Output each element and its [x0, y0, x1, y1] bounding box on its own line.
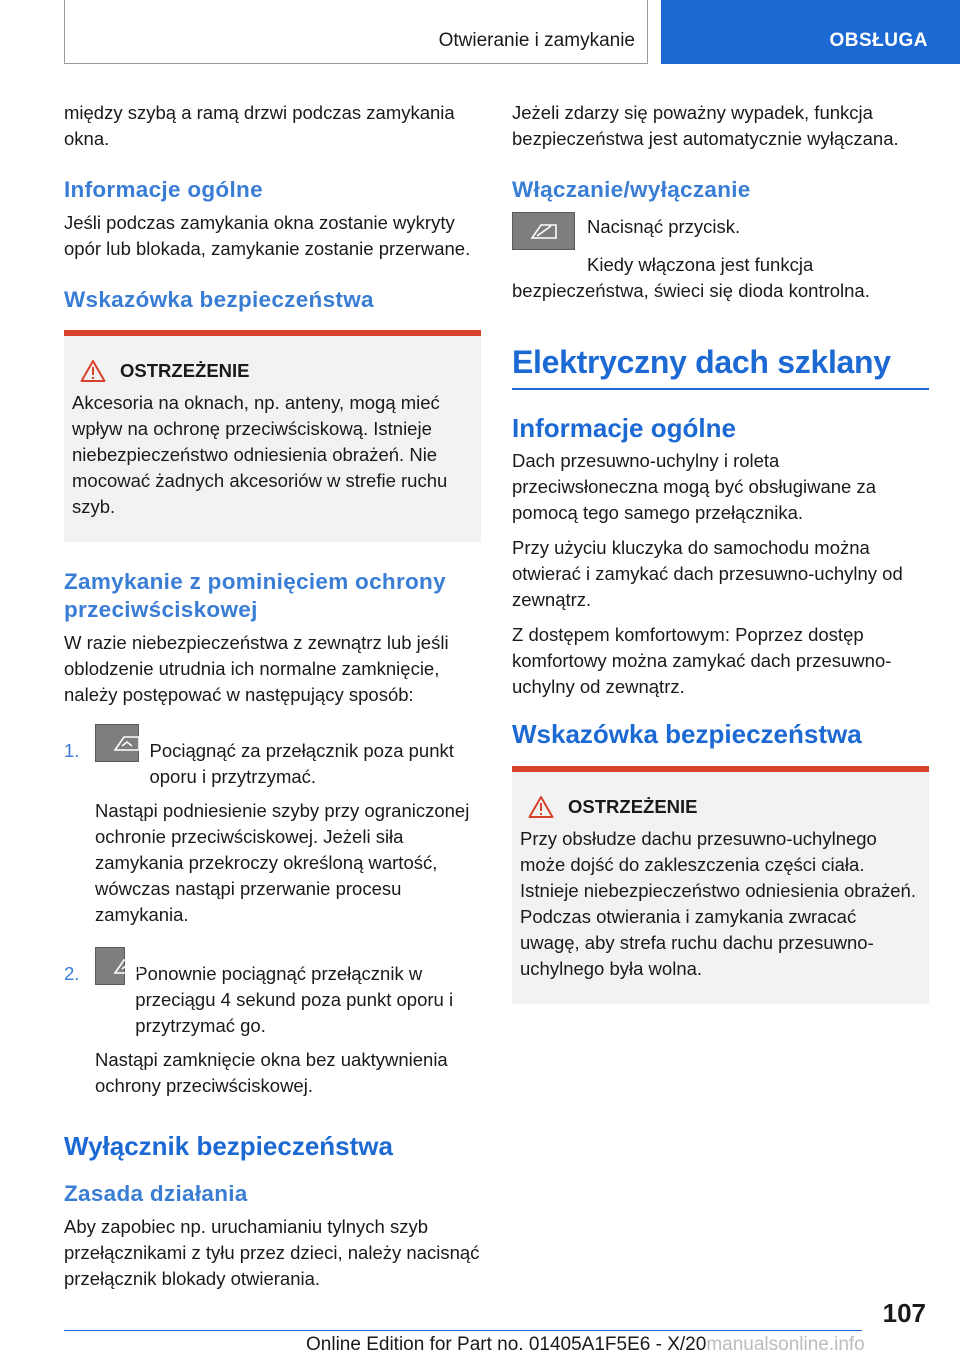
left-column — [64, 100, 481, 1301]
warning-header — [72, 358, 473, 384]
heading-close-bypass: Zamykanie z pominięciem ochrony przeciwściskowej — [64, 569, 446, 622]
heading-roof-general-info: Informacje ogólne — [512, 413, 736, 443]
heading-safety-note: Wskazówka bezpieczeństwa — [64, 287, 374, 312]
press-button-text: Nacisnąć przycisk. — [587, 216, 741, 237]
paragraph-general-info: Jeśli podczas zamykania okna zostanie wykryty opór lub blokada, zamykanie zostanie przerwane. — [64, 212, 471, 259]
window-switch-icon — [95, 947, 125, 985]
step-number: 2. — [64, 963, 80, 984]
step-1-result: Nastąpi podniesienie szyby przy ograniczonej ochronie przeciwściskowej. Jeżeli siła zamykania przekroczy określoną wartość, wówczas nastąpi przerwanie procesu zamykania. — [95, 800, 470, 925]
paragraph-continued: między szybą a ramą drzwi podczas zamykania okna. — [64, 102, 455, 149]
warning-title: OSTRZEŻENIE — [120, 360, 250, 381]
paragraph-roof-info-1: Dach przesuwno-uchylny i roleta przeciwsłoneczna mogą być obsługiwane za pomocą tego samego przełącznika. — [512, 450, 877, 523]
paragraph-roof-info-2: Przy użyciu kluczyka do samochodu można otwierać i zamykać dach przesuwno-uchylny od zewnątrz. — [512, 537, 903, 610]
heading-principle: Zasada działania — [64, 1181, 248, 1206]
heading-on-off: Włączanie/wyłączanie — [512, 177, 751, 202]
warning-text: Przy obsłudze dachu przesuwno-uchylnego może dojść do zakleszczenia części ciała. Istnieje niebezpieczeństwo odniesienia obrażeń. Podczas otwierania i zamykania zwracać uwagę, aby strefa ruchu dachu przesuwno-uchylnego była wolna. — [520, 828, 916, 979]
warning-triangle-icon — [80, 359, 106, 383]
warning-box-roof — [512, 766, 929, 1004]
window-switch-icon — [512, 212, 575, 250]
footer-watermark[interactable]: manualsonline.info — [706, 1334, 865, 1355]
header-section-title: Otwieranie i zamykanie — [438, 30, 635, 51]
list-item-step-2 — [64, 947, 481, 1108]
page-number: 107 — [882, 1298, 926, 1328]
paragraph-principle: Aby zapobiec np. uruchamianiu tylnych szyb przełącznikami z tyłu przez dzieci, należy nacisnąć przełącznik blokady otwierania. — [64, 1216, 480, 1289]
footer-divider — [64, 1330, 862, 1331]
footer-edition — [306, 1334, 865, 1356]
press-button-row — [512, 214, 929, 250]
warning-header — [520, 794, 921, 820]
paragraph-led: Kiedy włączona jest funkcja bezpieczeństwa, świeci się dioda kontrolna. — [512, 254, 870, 301]
warning-text: Akcesoria na oknach, np. anteny, mogą mieć wpływ na ochronę przeciwściskową. Istnieje niebezpieczeństwo odniesienia obrażeń. Nie mocować żadnych akcesoriów w strefie ruchu szyb. — [72, 392, 448, 517]
heading-safety-switch: Wyłącznik bezpieczeństwa — [64, 1131, 393, 1161]
step-2-result: Nastąpi zamknięcie okna bez uaktywnienia ochrony przeciwściskowej. — [95, 1049, 448, 1096]
step-2-instruction: Ponownie pociągnąć przełącznik w przeciągu 4 sekund poza punkt oporu i przytrzymać go. — [135, 963, 454, 1036]
warning-triangle-icon — [528, 795, 554, 819]
header-chapter-title: OBSŁUGA — [829, 30, 928, 51]
paragraph-accident: Jeżeli zdarzy się poważny wypadek, funkcja bezpieczeństwa jest automatycznie wyłączana. — [512, 102, 899, 149]
footer-edition-text: Online Edition for Part no. 01405A1F5E6 - X/20 — [306, 1334, 707, 1355]
header-chapter-tab[interactable] — [661, 0, 960, 64]
paragraph-close-bypass: W razie niebezpieczeństwa z zewnątrz lub jeśli oblodzenie utrudnia ich normalne zamknięcie, należy postępować w następujący sposób: — [64, 632, 449, 705]
paragraph-roof-info-3: Z dostępem komfortowym: Poprzez dostęp komfortowy można zamykać dach przesuwno-uchylny od zewnątrz. — [512, 624, 892, 697]
heading-general-info: Informacje ogólne — [64, 177, 263, 202]
warning-title: OSTRZEŻENIE — [568, 796, 698, 817]
list-item-step-1 — [64, 724, 481, 937]
step-number: 1. — [64, 740, 80, 761]
warning-box — [64, 330, 481, 542]
header-section-box — [64, 0, 648, 64]
heading-roof-safety-note: Wskazówka bezpieczeństwa — [512, 719, 862, 749]
window-switch-icon — [95, 724, 139, 762]
right-column — [512, 100, 929, 1004]
heading-glass-roof: Elektryczny dach szklany — [512, 342, 929, 390]
step-1-instruction: Pociągnąć za przełącznik poza punkt oporu i przytrzymać. — [149, 740, 454, 787]
